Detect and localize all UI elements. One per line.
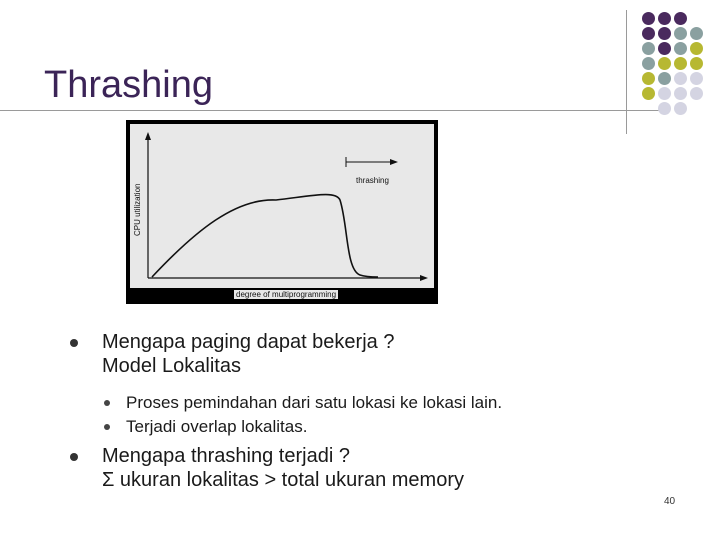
decorative-dot bbox=[690, 42, 703, 55]
sub-bullet-text: Terjadi overlap lokalitas. bbox=[126, 417, 308, 436]
sub-bullet-list bbox=[60, 392, 620, 438]
bullet-line: Mengapa thrashing terjadi ? bbox=[102, 445, 350, 467]
decorative-dot bbox=[674, 12, 687, 25]
decorative-dot bbox=[642, 27, 655, 40]
bullet-line: Mengapa paging dapat bekerja ? bbox=[102, 331, 395, 353]
bullet-marker bbox=[70, 453, 78, 461]
decorative-dot bbox=[658, 87, 671, 100]
decorative-dot bbox=[658, 72, 671, 85]
decorative-dot bbox=[690, 57, 703, 70]
sub-bullet-item bbox=[60, 392, 620, 414]
slide-title: Thrashing bbox=[44, 64, 213, 106]
bullet-line: Σ ukuran lokalitas > total ukuran memory bbox=[102, 469, 464, 491]
decorative-dot bbox=[690, 87, 703, 100]
decorative-dot bbox=[658, 12, 671, 25]
thrashing-figure bbox=[126, 120, 438, 304]
bullet-list bbox=[60, 330, 620, 500]
decorative-dot bbox=[642, 12, 655, 25]
y-axis-label: CPU utilization bbox=[133, 183, 142, 236]
decorative-dot-grid bbox=[640, 10, 720, 120]
bullet-item bbox=[60, 330, 620, 378]
sub-bullet-item bbox=[60, 416, 620, 438]
sub-bullet-text: Proses pemindahan dari satu lokasi ke lokasi lain. bbox=[126, 393, 503, 412]
decorative-dot bbox=[642, 87, 655, 100]
decorative-dot bbox=[690, 27, 703, 40]
bullet-line: Model Lokalitas bbox=[102, 355, 241, 377]
decorative-dot bbox=[674, 72, 687, 85]
decorative-dot bbox=[658, 27, 671, 40]
decorative-dot bbox=[674, 42, 687, 55]
decorative-dot bbox=[658, 102, 671, 115]
page-number: 40 bbox=[664, 496, 676, 507]
decorative-dot bbox=[674, 102, 687, 115]
x-axis-label: degree of multiprogramming bbox=[236, 290, 337, 299]
bullet-marker bbox=[70, 339, 78, 347]
decorative-dot bbox=[658, 42, 671, 55]
decorative-dot bbox=[690, 72, 703, 85]
decorative-dot bbox=[642, 72, 655, 85]
decorative-dot bbox=[642, 57, 655, 70]
decorative-dot bbox=[658, 57, 671, 70]
decorative-dot bbox=[642, 42, 655, 55]
corner-divider bbox=[626, 10, 627, 134]
sub-bullet-marker bbox=[104, 424, 110, 430]
decorative-dot bbox=[674, 87, 687, 100]
cpu-utilization-graph bbox=[126, 120, 438, 304]
decorative-dot bbox=[674, 57, 687, 70]
sub-bullet-marker bbox=[104, 400, 110, 406]
thrashing-label: thrashing bbox=[356, 176, 389, 185]
bullet-item bbox=[60, 444, 620, 492]
decorative-dot bbox=[674, 27, 687, 40]
title-divider bbox=[0, 110, 660, 111]
